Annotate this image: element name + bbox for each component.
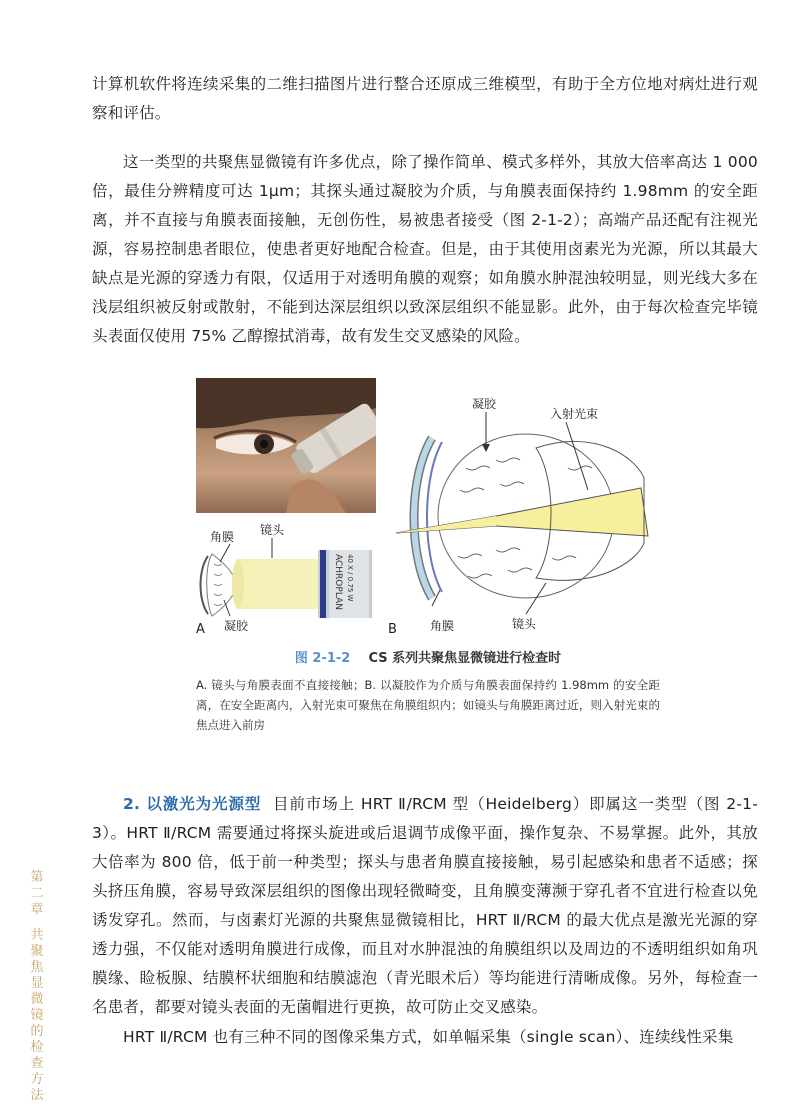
side-tab-char: 聚: [30, 944, 44, 959]
panel-b-label: B: [388, 622, 397, 637]
side-tab-char: 焦: [30, 960, 44, 975]
side-tab-char: 第: [30, 870, 44, 885]
side-tab-char: 的: [30, 1024, 44, 1039]
side-tab-char: 微: [30, 992, 44, 1007]
side-tab-char: 二: [30, 886, 44, 901]
paragraph-1: 计算机软件将连续采集的二维扫描图片进行整合还原成三维模型，有助于全方位地对病灶进行观察和评估。: [92, 75, 758, 122]
caption-text: A. 镜头与角膜表面不直接接触；B. 以凝胶作为介质与角膜表面保持约 1.98mm 的安全距离，在安全距离内，入射光束可聚焦在角膜组织内；如镜头与角膜距离过近，则入射光束的焦点进入前房: [196, 678, 660, 732]
side-tab-chapter: [27, 870, 47, 918]
side-tab-char: 法: [30, 1088, 44, 1103]
figure-2-1-2: [196, 378, 664, 640]
side-tab-char: 查: [30, 1056, 44, 1071]
figure-diagrams: [196, 378, 664, 640]
lens-text-2: 40 X / 0.75 W: [346, 554, 354, 602]
label-gel-b: 凝胶: [472, 397, 497, 411]
side-tab-char: 共: [30, 928, 44, 943]
paragraph-3: [92, 790, 758, 1022]
side-tab-char: 镜: [30, 1008, 44, 1023]
figure-caption: [196, 649, 660, 735]
label-cornea-a: 角膜: [210, 530, 235, 544]
caption-title-line: [196, 649, 660, 669]
lens-text-1: ACHROPLAN: [333, 554, 343, 610]
label-incident-beam: 入射光束: [550, 407, 599, 421]
panel-b-schematic: [388, 396, 648, 637]
panel-a-schematic: [196, 522, 372, 637]
side-tab-char: 显: [30, 976, 44, 991]
label-lens-a: 镜头: [260, 523, 285, 537]
label-cornea-b: 角膜: [430, 619, 455, 633]
label-lens-b: 镜头: [512, 617, 537, 631]
caption-title: CS 系列共聚焦显微镜进行检查时: [368, 651, 562, 666]
paragraph-3-body: 目前市场上 HRT Ⅱ/RCM 型（Heidelberg）即属这一类型（图 2-1-3）。HRT Ⅱ/RCM 需要通过将探头旋进或后退调节成像平面，操作复杂、不易掌握。此外，其放大倍率为 800 倍，低于前一种类型；探头与患者角膜直接接触，易引起感染和患者不适感；探头挤压角膜，容易导致深层组织的图像出现轻微畸变，且角膜变薄濒于穿孔者不宜进行检查以免诱发穿孔。然而，与卤素灯光源的共聚焦显微镜相比，HRT Ⅱ/RCM 的最大优点是激光光源的穿透力强，不仅能对透明角膜进行成像，而且对水肿混浊的角膜组织以及周边的不透明组织如角巩膜缘、睑板腺、结膜杯状细胞和结膜滤泡（青光眼术后）等均能进行清晰成像。另外，每检查一名患者，都要对镜头表面的无菌帽进行更换，故可防止交叉感染。: [92, 795, 758, 1016]
section-heading: 2. 以激光为光源型: [123, 795, 262, 813]
label-gel-a: 凝胶: [224, 619, 249, 633]
panel-a-label: A: [196, 622, 205, 637]
paragraph-2: 这一类型的共聚焦显微镜有许多优点，除了操作简单、模式多样外，其放大倍率高达 1 000 倍，最佳分辨精度可达 1μm；其探头通过凝胶为介质，与角膜表面保持约 1.98mm 的安全距离，并不直接与角膜表面接触，无创伤性，易被患者接受（图 2-1-2）；高端产品还配有注视光源，容易控制患者眼位，使患者更好地配合检查。但是，由于其使用卤素光为光源，所以其最大缺点是光源的穿透力有限，仅适用于对透明角膜的观察；如角膜水肿混浊较明显，则光线大多在浅层组织被反射或散射，不能到达深层组织以致深层组织不能显影。此外，由于每次检查完毕镜头表面仅使用 75% 乙醇擦拭消毒，故有发生交叉感染的风险。: [92, 153, 758, 345]
side-tab-title: [27, 928, 47, 1104]
chapter-side-tab: [27, 870, 47, 1104]
side-tab-char: 检: [30, 1040, 44, 1055]
caption-number: 图 2-1-2: [294, 651, 351, 666]
side-tab-char: 章: [30, 902, 44, 917]
side-tab-char: 方: [30, 1072, 44, 1087]
paragraph-4: HRT Ⅱ/RCM 也有三种不同的图像采集方式，如单幅采集（single scan）、连续线性采集: [123, 1028, 734, 1046]
